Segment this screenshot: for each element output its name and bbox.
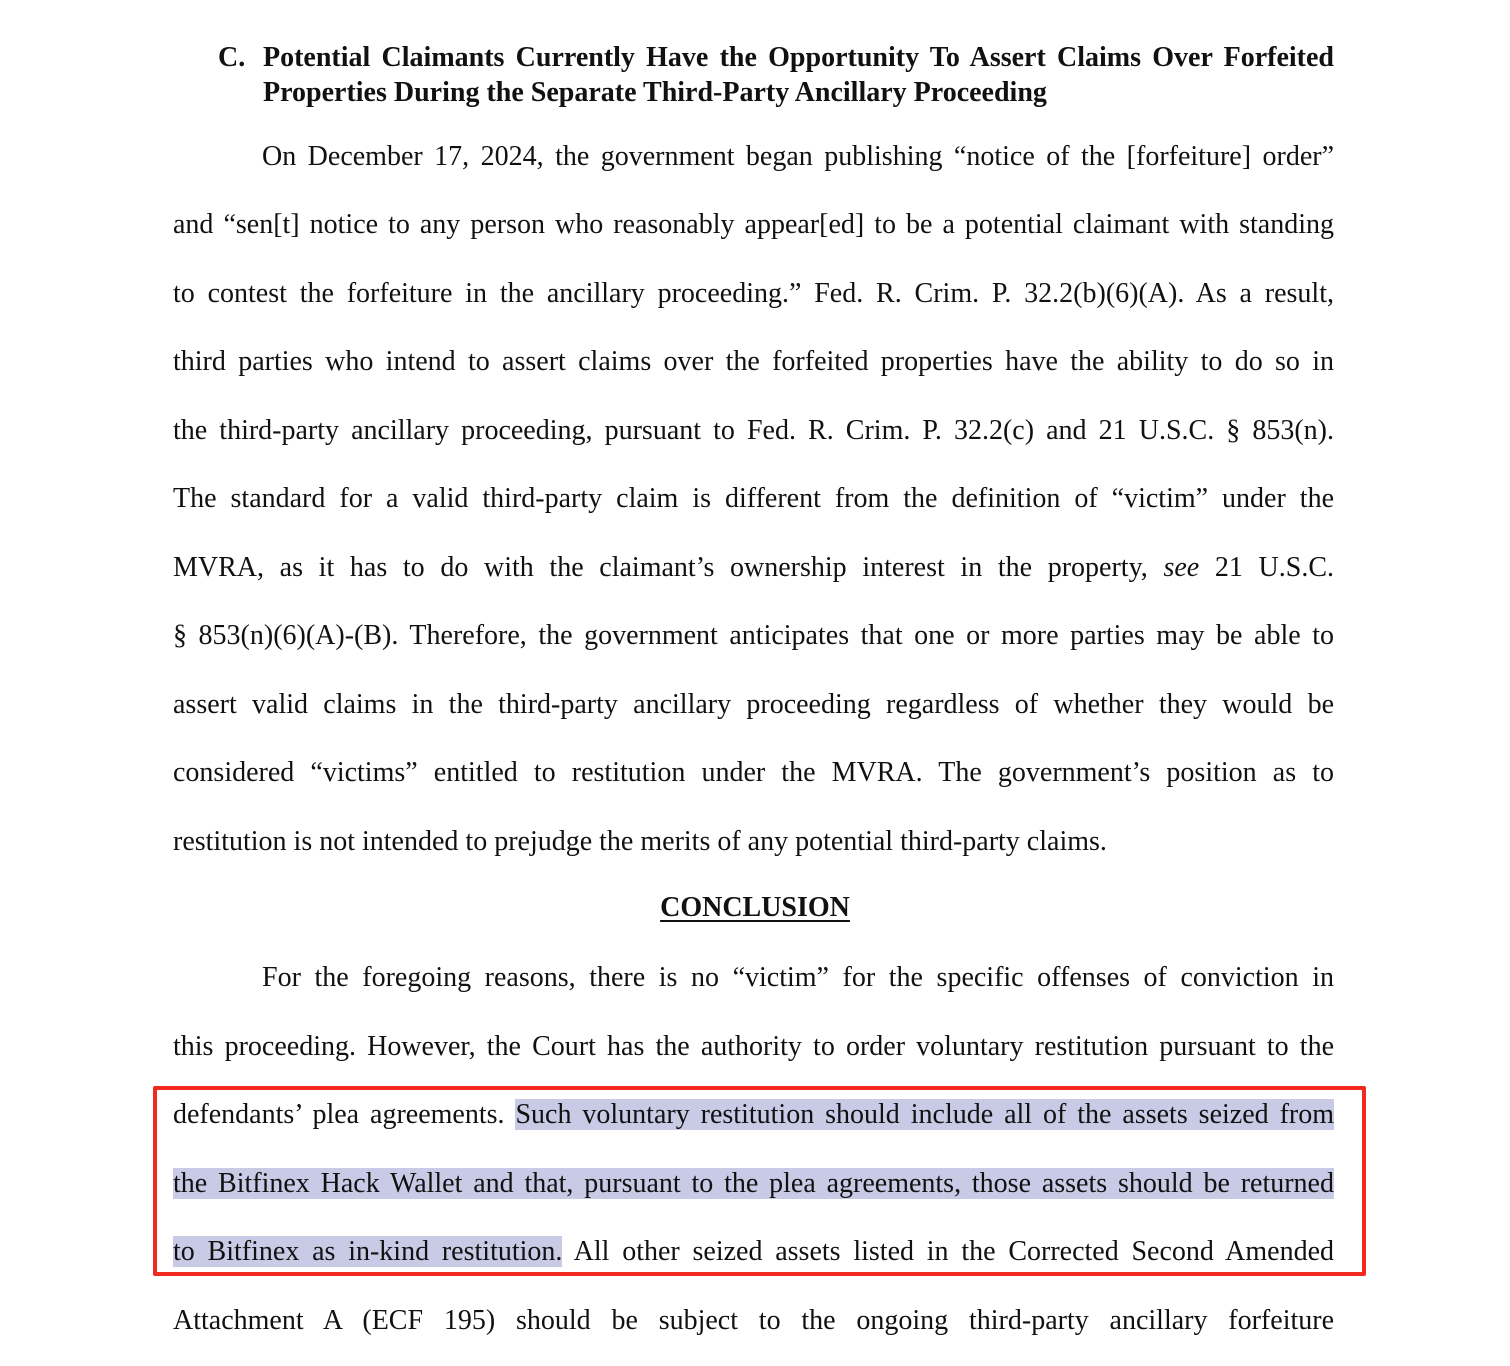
paragraph-line: For the foregoing reasons, there is no “victim” for the specific offenses of conviction in [262, 962, 1334, 993]
paragraph-line: § 853(n)(6)(A)-(B). Therefore, the government anticipates that one or more parties may be able to [173, 620, 1334, 651]
paragraph-line: restitution is not intended to prejudge the merits of any potential third-party claims. [173, 826, 1107, 857]
highlighted-text: to Bitfinex as in-kind restitution. [173, 1236, 563, 1267]
paragraph-line [173, 1166, 1334, 1202]
paragraph-line: third parties who intend to assert claims over the forfeited properties have the ability to do so in [173, 346, 1334, 377]
line-text: All other seized assets listed in the Corrected Second Amended [562, 1236, 1334, 1267]
paragraph-line: to contest the forfeiture in the ancillary proceeding.” Fed. R. Crim. P. 32.2(b)(6)(A). As a result, [173, 278, 1334, 309]
paragraph-line: The standard for a valid third-party claim is different from the definition of “victim” under the [173, 483, 1334, 514]
section-heading [218, 40, 1334, 110]
paragraph-line: the third-party ancillary proceeding, pursuant to Fed. R. Crim. P. 32.2(c) and 21 U.S.C. § 853(n). [173, 415, 1334, 446]
conclusion-heading-text: CONCLUSION [660, 892, 850, 923]
paragraph-line [173, 1097, 1334, 1133]
line-text: 21 U.S.C. [1199, 552, 1334, 583]
highlighted-text: the Bitfinex Hack Wallet and that, pursuant to the plea agreements, those assets should be returned [173, 1168, 1334, 1199]
conclusion-heading [0, 890, 1510, 926]
paragraph-line: considered “victims” entitled to restitution under the MVRA. The government’s position as to [173, 757, 1334, 788]
paragraph-line: Attachment A (ECF 195) should be subject to the ongoing third-party ancillary forfeiture [173, 1305, 1334, 1336]
line-text: MVRA, as it has to do with the claimant’s ownership interest in the property, [173, 552, 1164, 583]
paragraph-line: On December 17, 2024, the government began publishing “notice of the [forfeiture] order” [262, 141, 1334, 172]
paragraph-line [173, 1234, 1334, 1270]
line-italic-text: see [1163, 552, 1200, 583]
paragraph-line: and “sen[t] notice to any person who reasonably appear[ed] to be a potential claimant with standing [173, 209, 1334, 240]
section-heading-text: Potential Claimants Currently Have the Opportunity To Assert Claims Over Forfeited Properties During the Separate Third-Party Ancillary Proceeding [263, 42, 1334, 108]
line-text: defendants’ plea agreements. [173, 1099, 516, 1130]
paragraph-line: this proceeding. However, the Court has the authority to order voluntary restitution pursuant to the [173, 1031, 1334, 1062]
highlighted-text: Such voluntary restitution should include all of the assets seized from [515, 1099, 1334, 1130]
section-heading-letter: C. [218, 42, 246, 73]
paragraph-line [173, 550, 1334, 586]
paragraph-line: assert valid claims in the third-party ancillary proceeding regardless of whether they would be [173, 689, 1334, 720]
